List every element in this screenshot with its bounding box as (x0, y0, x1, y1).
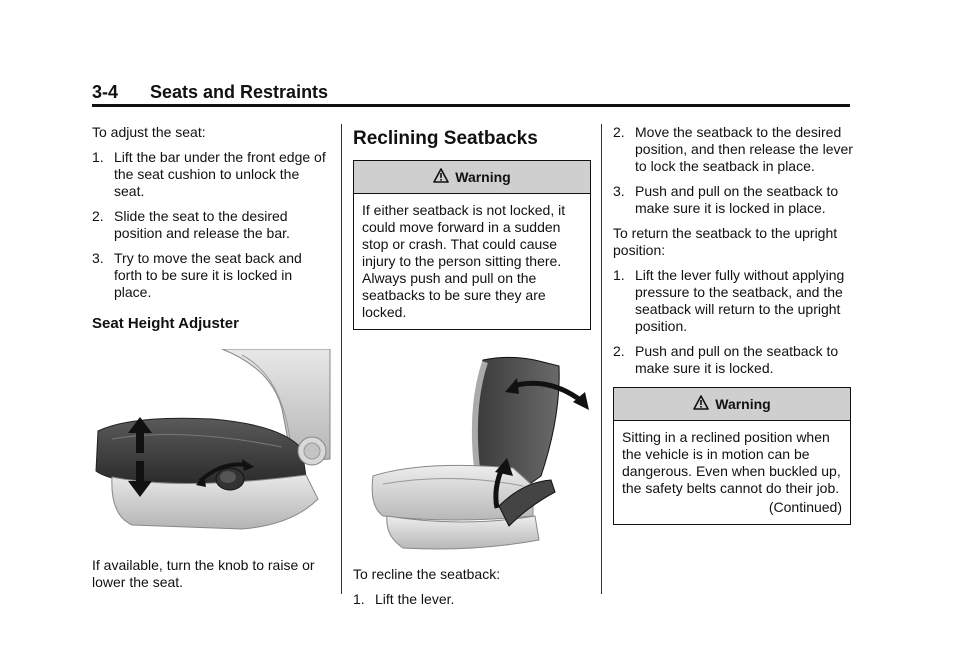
list-item (92, 250, 332, 301)
warning-text: If either seatback is not locked, it could move forward in a sudden stop or crash. That could cause injury to the person sitting there. Always push and pull on the seatbacks to be sure they are locked. (362, 202, 566, 320)
page-number: 3-4 (92, 82, 119, 102)
warning-label: Warning (455, 168, 511, 185)
warning-box (613, 387, 851, 525)
list-item (613, 183, 853, 217)
warning-triangle-icon (433, 168, 449, 187)
list-item (92, 149, 332, 200)
list-item (353, 591, 591, 608)
step-number: 2. (92, 208, 104, 224)
step-text: Lift the lever fully without applying pressure to the seatback, and the seatback will return to the upright position. (635, 267, 845, 334)
step-number: 2. (613, 124, 625, 140)
step-text: Push and pull on the seatback to make sure it is locked. (635, 343, 839, 376)
step-text: Lift the bar under the front edge of the seat cushion to unlock the seat. (114, 149, 326, 199)
warning-label: Warning (715, 395, 771, 412)
list-item (613, 267, 853, 335)
recline-intro: To recline the seatback: (353, 566, 501, 582)
step-number: 1. (353, 591, 365, 607)
seat-height-adjuster-illustration (92, 349, 332, 535)
step-number: 2. (613, 343, 625, 359)
column-right (613, 124, 853, 525)
column-divider (341, 124, 342, 594)
step-number: 3. (613, 183, 625, 199)
continued-label: (Continued) (768, 499, 842, 515)
step-text: Move the seatback to the desired position, and then release the lever to lock the seatback in place. (635, 124, 853, 174)
step-text: Lift the lever. (375, 591, 455, 607)
column-left (92, 124, 332, 599)
list-item (613, 343, 853, 377)
chapter-title: Seats and Restraints (150, 82, 329, 102)
warning-triangle-icon (693, 395, 709, 414)
step-number: 3. (92, 250, 104, 266)
warning-box (353, 160, 591, 330)
step-number: 1. (92, 149, 104, 165)
adjust-intro: To adjust the seat: (92, 124, 206, 140)
page-header (92, 82, 850, 107)
step-number: 1. (613, 267, 625, 283)
seat-height-text: If available, turn the knob to raise or lower the seat. (92, 557, 315, 590)
warning-header (354, 161, 590, 194)
warning-header (614, 388, 850, 421)
column-middle (353, 124, 591, 616)
warning-body (614, 421, 850, 524)
step-text: Slide the seat to the desired position and release the bar. (114, 208, 290, 241)
return-intro: To return the seatback to the upright position: (613, 225, 838, 258)
column-divider (601, 124, 602, 594)
warning-text: Sitting in a reclined position when the vehicle is in motion can be dangerous. Even when buckled up, the safety belts cannot do their job. (622, 429, 841, 496)
list-item (613, 124, 853, 175)
reclining-seatbacks-heading: Reclining Seatbacks (353, 128, 538, 149)
seat-height-heading: Seat Height Adjuster (92, 315, 239, 332)
seat-recline-illustration (363, 356, 591, 552)
step-text: Try to move the seat back and forth to be sure it is locked in place. (114, 250, 302, 300)
step-text: Push and pull on the seatback to make sure it is locked in place. (635, 183, 839, 216)
list-item (92, 208, 332, 242)
